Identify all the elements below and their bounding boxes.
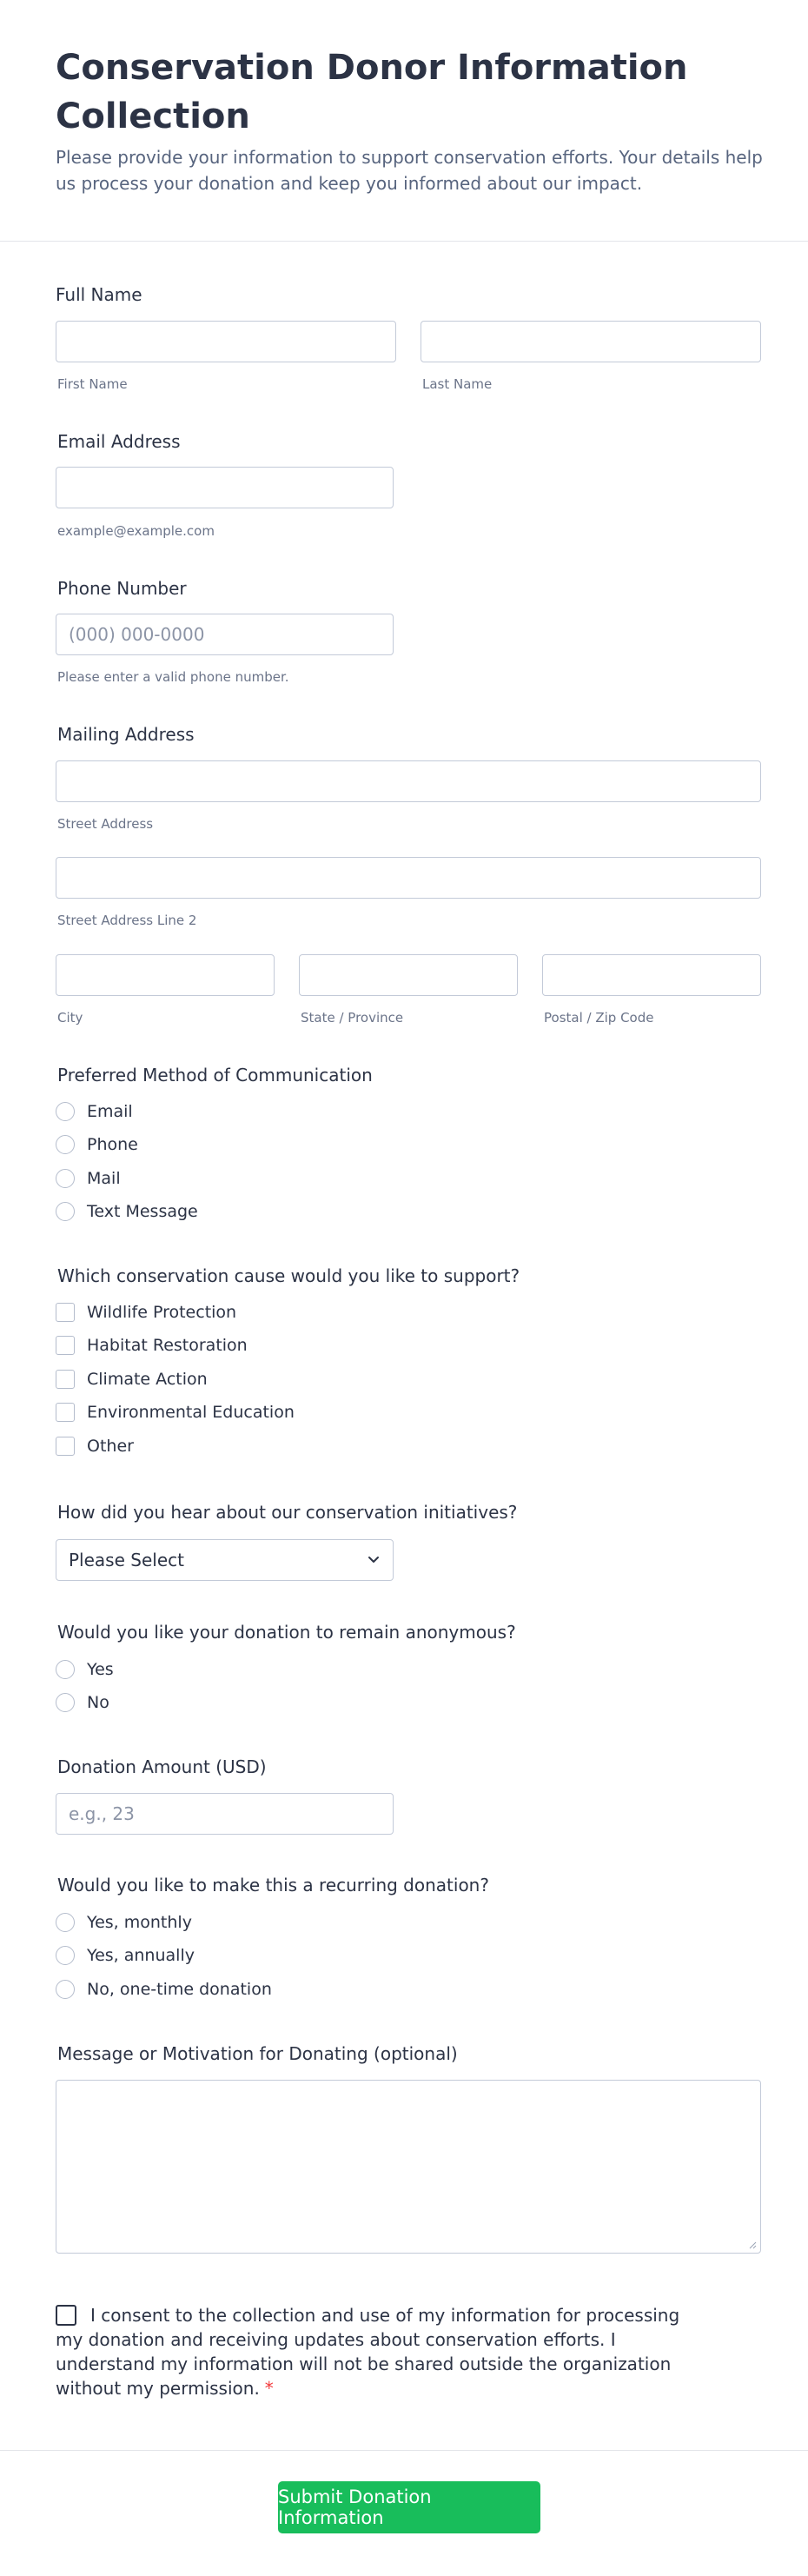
phone-sublabel: Please enter a valid phone number. <box>57 669 289 685</box>
phone-label: Phone Number <box>57 578 187 599</box>
recurring-option-one-time[interactable]: No, one-time donation <box>56 1978 272 2001</box>
cause-options <box>56 1301 403 1466</box>
radio-icon[interactable] <box>56 1946 75 1965</box>
zip-sublabel: Postal / Zip Code <box>544 1010 654 1026</box>
cause-option-wildlife[interactable]: Wildlife Protection <box>56 1301 236 1324</box>
radio-icon[interactable] <box>56 1202 75 1221</box>
recurring-options <box>56 1911 403 2007</box>
anonymous-option-yes[interactable]: Yes <box>56 1658 114 1681</box>
communication-option-mail[interactable]: Mail <box>56 1167 121 1190</box>
message-label: Message or Motivation for Donating (optional) <box>57 2043 458 2064</box>
cause-option-education[interactable]: Environmental Education <box>56 1401 295 1424</box>
state-input[interactable] <box>299 954 518 996</box>
radio-icon[interactable] <box>56 1169 75 1188</box>
recurring-option-monthly[interactable]: Yes, monthly <box>56 1911 192 1934</box>
checkbox-icon[interactable] <box>56 1303 75 1322</box>
radio-icon[interactable] <box>56 1135 75 1154</box>
cause-option-climate[interactable]: Climate Action <box>56 1368 208 1391</box>
radio-icon[interactable] <box>56 1693 75 1712</box>
hear-select[interactable] <box>56 1539 394 1581</box>
first-name-input[interactable] <box>56 321 396 362</box>
checkbox-icon[interactable] <box>56 1370 75 1389</box>
radio-icon[interactable] <box>56 1980 75 1999</box>
form-header <box>0 0 808 196</box>
required-asterisk: * <box>264 2378 274 2399</box>
last-name-input[interactable] <box>421 321 761 362</box>
recurring-label: Would you like to make this a recurring donation? <box>57 1875 489 1895</box>
address-label: Mailing Address <box>57 724 195 745</box>
last-name-sublabel: Last Name <box>422 376 493 392</box>
street-address-2-input[interactable] <box>56 857 761 899</box>
consent-text <box>56 2303 681 2400</box>
resize-handle-icon[interactable] <box>748 2241 757 2249</box>
communication-option-text[interactable]: Text Message <box>56 1200 198 1223</box>
form-subtitle: Please provide your information to support conservation efforts. Your details help us process your donation and keep you informed about our impact. <box>56 147 763 194</box>
hear-label: How did you hear about our conservation initiatives? <box>57 1502 518 1523</box>
state-sublabel: State / Province <box>301 1010 404 1026</box>
communication-label: Preferred Method of Communication <box>57 1065 373 1086</box>
anonymous-label: Would you like your donation to remain anonymous? <box>57 1622 516 1643</box>
header-divider <box>0 241 808 242</box>
communication-option-phone[interactable]: Phone <box>56 1133 138 1156</box>
email-input[interactable] <box>56 467 394 508</box>
cause-option-other[interactable]: Other <box>56 1435 134 1457</box>
anonymous-option-no[interactable]: No <box>56 1691 109 1714</box>
checkbox-icon[interactable] <box>56 1437 75 1456</box>
full-name-label: Full Name <box>56 284 142 305</box>
zip-input[interactable] <box>542 954 761 996</box>
radio-icon[interactable] <box>56 1102 75 1121</box>
consent-label: I consent to the collection and use of my information for processing my donation and receiving updates about conservation efforts. I understand my information will not be shared outside the organization without my permission. <box>56 2305 680 2399</box>
footer-divider <box>0 2450 808 2451</box>
street-address-input[interactable] <box>56 760 761 802</box>
hear-select-value: Please Select <box>69 1550 184 1570</box>
amount-label: Donation Amount (USD) <box>57 1756 267 1777</box>
submit-button[interactable]: Submit Donation Information <box>278 2481 540 2533</box>
chevron-down-icon <box>367 1552 381 1566</box>
communication-option-email[interactable]: Email <box>56 1100 133 1123</box>
cause-label: Which conservation cause would you like to support? <box>57 1265 520 1286</box>
form-title: Conservation Donor Information Collection <box>56 48 688 136</box>
recurring-option-annually[interactable]: Yes, annually <box>56 1944 195 1967</box>
radio-icon[interactable] <box>56 1660 75 1679</box>
checkbox-icon[interactable] <box>56 1336 75 1355</box>
city-input[interactable] <box>56 954 275 996</box>
city-sublabel: City <box>57 1010 83 1026</box>
full-name-section <box>56 283 142 306</box>
street-address-sublabel: Street Address <box>57 816 154 832</box>
street-address-2-sublabel: Street Address Line 2 <box>57 913 197 928</box>
checkbox-icon[interactable] <box>56 1403 75 1422</box>
phone-input[interactable]: (000) 000-0000 <box>56 614 394 655</box>
communication-options <box>56 1100 403 1231</box>
message-textarea[interactable] <box>56 2080 761 2254</box>
anonymous-options <box>56 1658 316 1719</box>
amount-input[interactable]: e.g., 23 <box>56 1793 394 1835</box>
cause-option-habitat[interactable]: Habitat Restoration <box>56 1334 248 1357</box>
email-sublabel: example@example.com <box>57 523 215 539</box>
first-name-sublabel: First Name <box>57 376 128 392</box>
email-label: Email Address <box>57 431 181 452</box>
radio-icon[interactable] <box>56 1913 75 1932</box>
